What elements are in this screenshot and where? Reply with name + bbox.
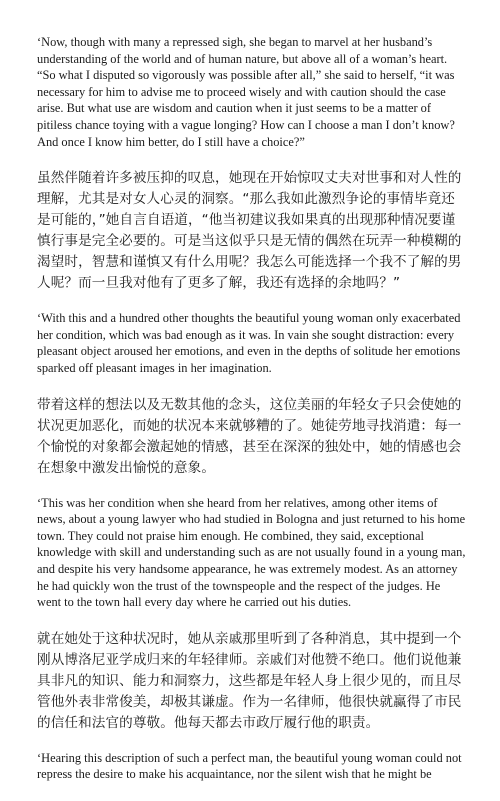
paragraph-en-2: ‘With this and a hundred other thoughts the beautiful young woman only exacerbated her condition, which was bad enough as it was. In vain she sought distraction: every pleasant object aroused her emotions, and even in the depths of solitude her emotions sparked off pleasant images in her imagination.	[37, 311, 461, 375]
paragraph-zh-1: 虽然伴随着许多被压抑的叹息，她现在开始惊叹丈夫对世事和对人性的理解，尤其是对女人心灵的洞察。“那么我如此激烈争论的事情毕竟还是可能的，”她自言自语道，“他当初建议我如果真的出现那种情况要谨慎行事是完全必要的。可是当这似乎只是无情的偶然在玩弄一种模糊的渴望时，智慧和谨慎又有什么用呢？我怎么可能选择一个我不了解的男人呢？而一旦我对他有了更多了解，我还有选择的余地吗？”	[37, 170, 462, 292]
paragraph-en-1: ‘Now, though with many a repressed sigh, she began to marvel at her husband’s understanding of the world and of human nature, but above all of a woman’s heart. “So what I disputed so vigorously was possible after all,” she said to herself, “it was necessary for him to advise me to proceed wisely and with caution should the case arise. But what use are wisdom and caution when it just seems to be a matter of pitiless chance toying with a vague longing? How can I choose a man I don’t know? And once I know him better, do I still have a choice?”	[37, 35, 455, 149]
document-page	[37, 34, 467, 801]
paragraph-en-4: ‘Hearing this description of such a perfect man, the beautiful young woman could not repress the desire to make his acquaintance, nor the silent wish that he might be	[37, 750, 462, 782]
paragraph-zh-3: 就在她处于这种状况时，她从亲戚那里听到了各种消息，其中提到一个刚从博洛尼亚学成归来的年轻律师。亲戚们对他赞不绝口。他们说他兼具非凡的知识、能力和洞察力，这些都是年轻人身上很少见的，而且尽管他外表非常俊美，却极其谦虚。作为一名律师，他很快就赢得了市民的信任和法官的尊敬。他每天都去市政厅履行他的职责。	[37, 630, 462, 731]
paragraph-en-3: ‘This was her condition when she heard from her relatives, among other items of news, about a young lawyer who had studied in Bologna and just returned to his home town. They could not praise him enough. He combined, they said, exceptional knowledge with skill and understanding such as are not usually found in a young man, and despite his very handsome appearance, he was extremely modest. As an attorney he had quickly won the trust of the townspeople and the respect of the judges. He went to the town hall every day where he carried out his duties.	[37, 495, 466, 610]
paragraph-zh-2: 带着这样的想法以及无数其他的念头，这位美丽的年轻女子只会使她的状况更加恶化，而她的状况本来就够糟的了。她徒劳地寻找消遣：每一个愉悦的对象都会激起她的情感，甚至在深深的独处中，她的情感也会在想象中激发出愉悦的意象。	[37, 396, 462, 476]
